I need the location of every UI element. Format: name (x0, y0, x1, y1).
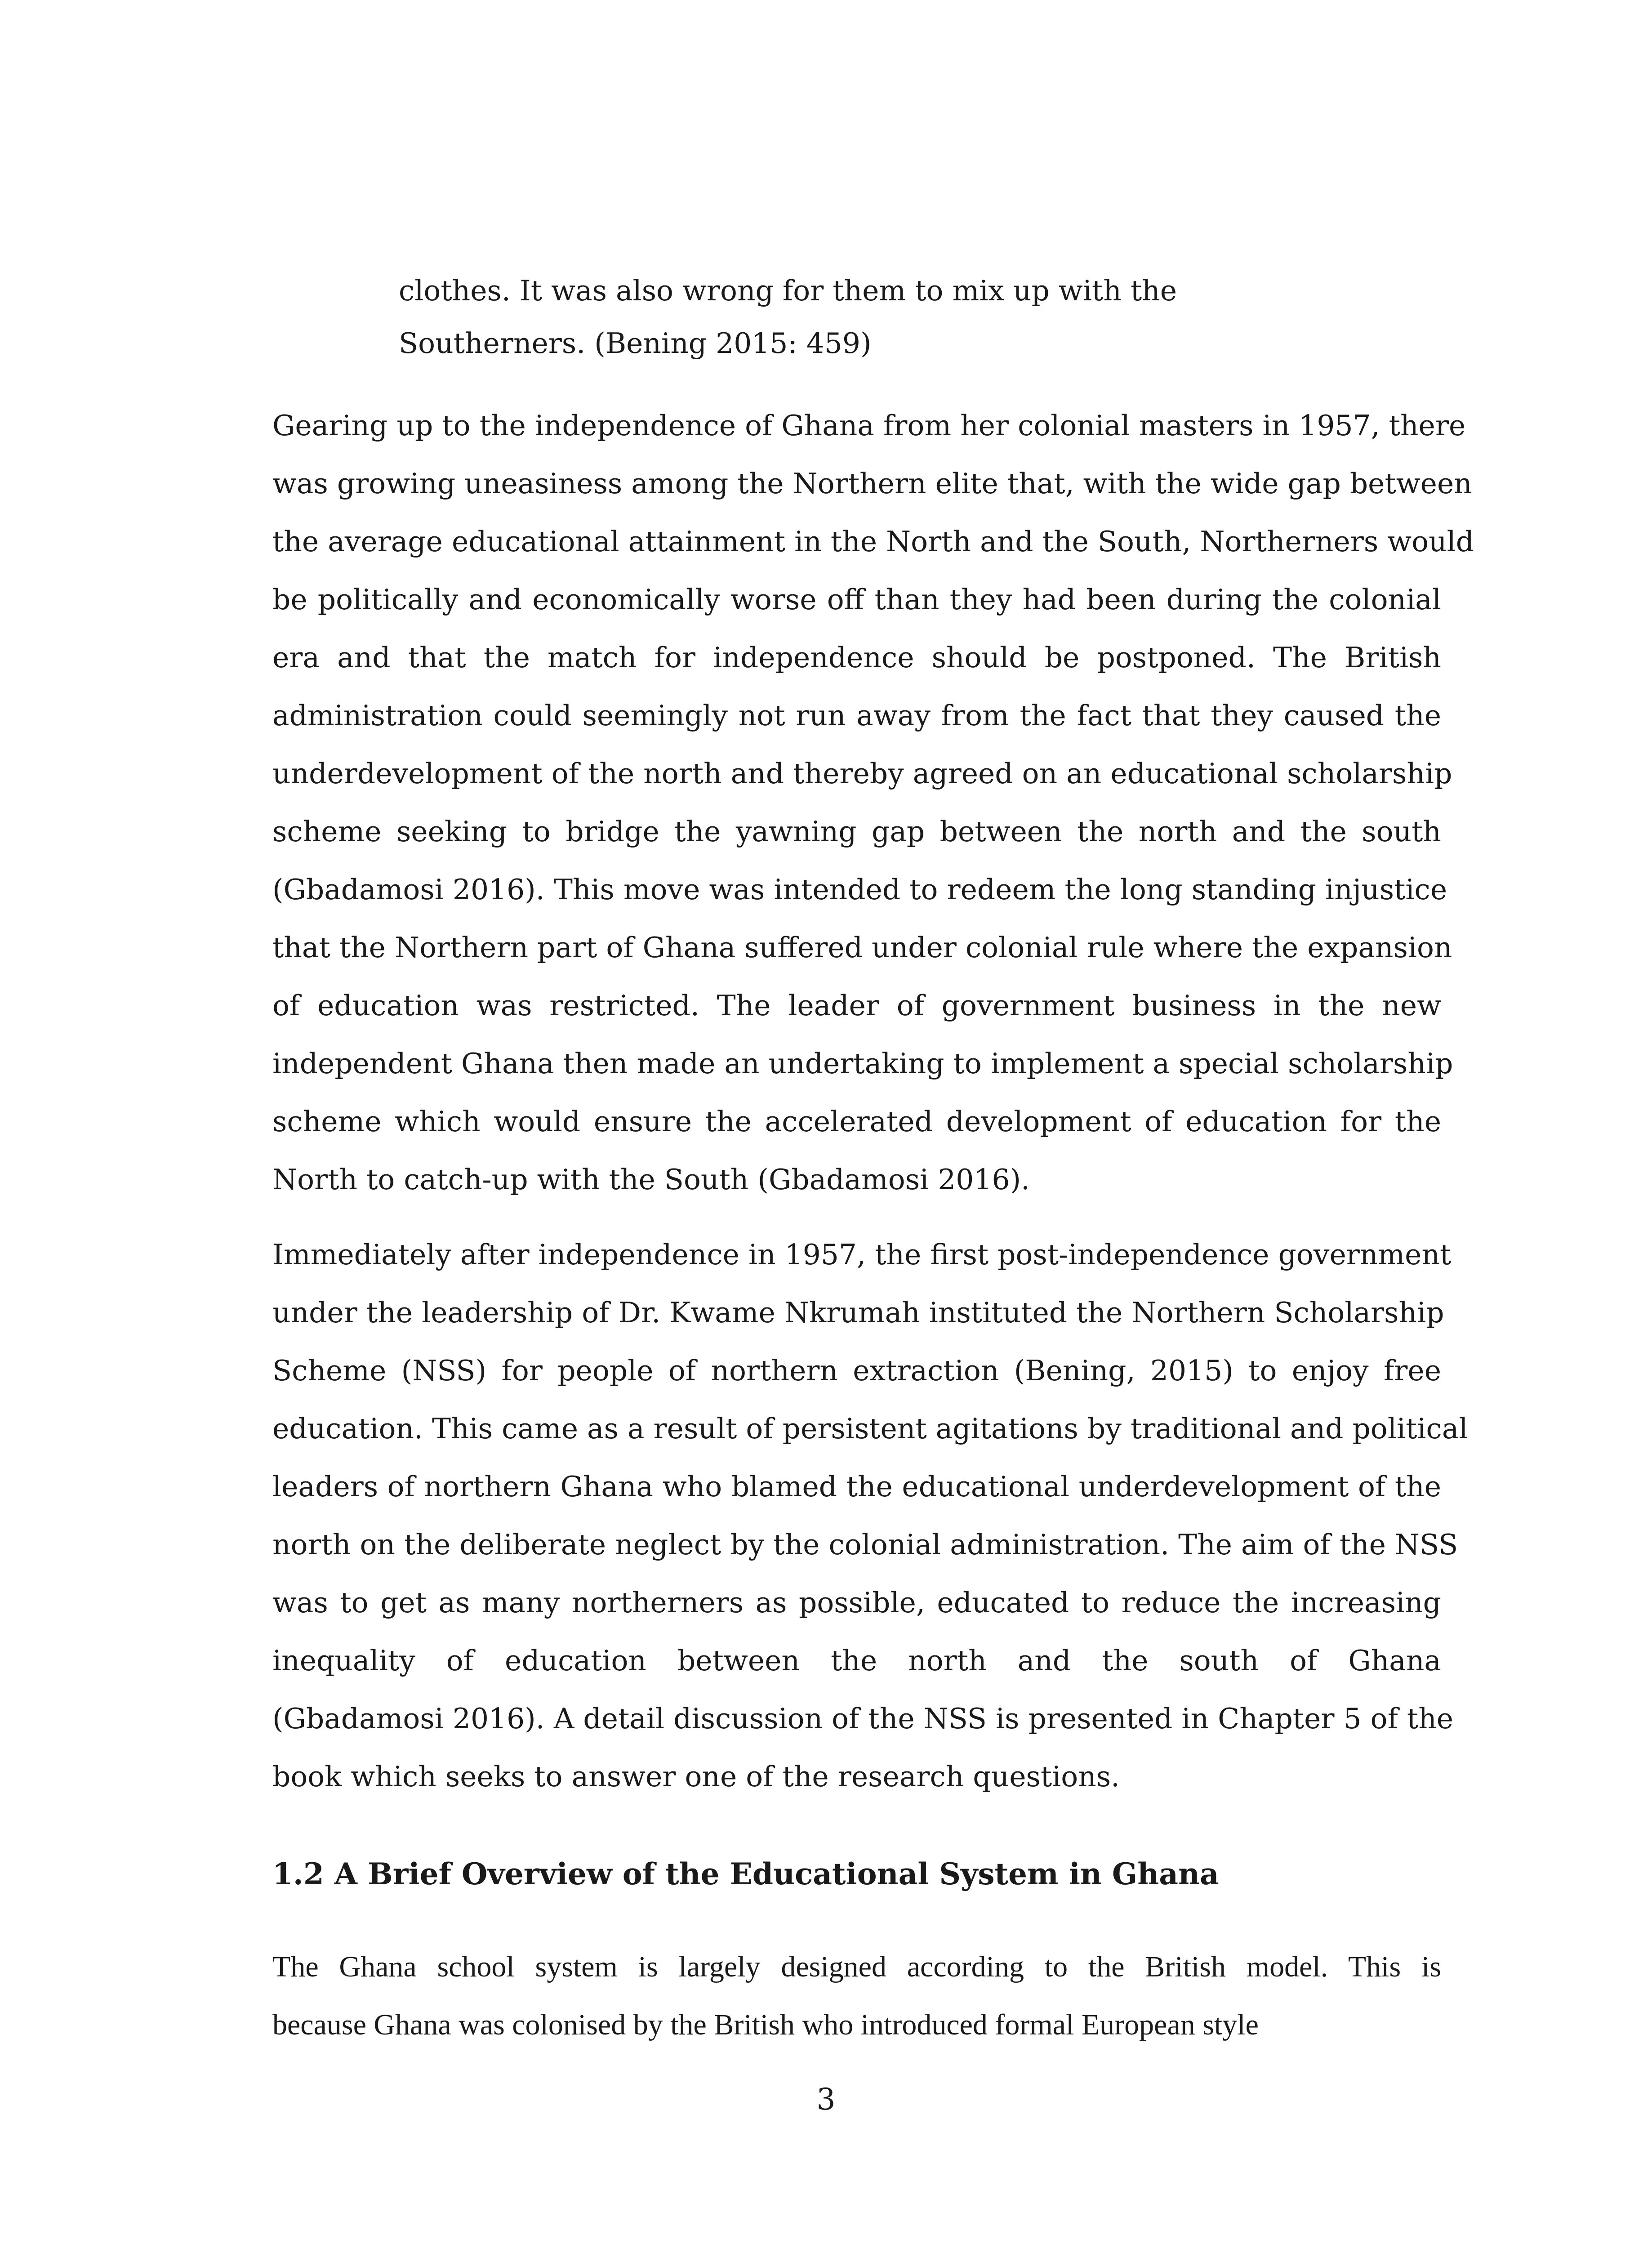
paragraph-school-system (272, 1938, 1441, 2054)
text-line: administration could seemingly not run away from the fact that they caused the (272, 699, 1441, 732)
text-line: of education was restricted. The leader of government business in the new (272, 989, 1441, 1022)
page-number: 3 (816, 2082, 836, 2117)
paragraph-independence (272, 397, 1474, 1209)
text-line: be politically and economically worse off than they had been during the colonial (272, 583, 1441, 616)
text-line: was growing uneasiness among the Northern elite that, with the wide gap between (272, 467, 1472, 500)
text-line: Scheme (NSS) for people of northern extraction (Bening, 2015) to enjoy free (272, 1354, 1441, 1387)
quote-line: Southerners. (Bening 2015: 459) (399, 327, 872, 360)
text-line: was to get as many northerners as possible, educated to reduce the increasing (272, 1586, 1441, 1619)
text-line: North to catch-up with the South (Gbadamosi 2016). (272, 1163, 1030, 1196)
text-line: north on the deliberate neglect by the colonial administration. The aim of the NSS (272, 1528, 1458, 1561)
paragraph-nss (272, 1226, 1468, 1806)
text-line: Immediately after independence in 1957, the first post-independence government (272, 1238, 1452, 1271)
text-line: that the Northern part of Ghana suffered under colonial rule where the expansion (272, 931, 1452, 964)
text-line: because Ghana was colonised by the British who introduced formal European style (272, 2008, 1259, 2041)
block-quote (399, 264, 1478, 370)
text-line: underdevelopment of the north and thereby agreed on an educational scholarship (272, 757, 1452, 790)
text-line: Gearing up to the independence of Ghana from her colonial masters in 1957, there (272, 409, 1466, 442)
text-line: inequality of education between the north and the south of Ghana (272, 1644, 1441, 1677)
text-line: book which seeks to answer one of the research questions. (272, 1760, 1120, 1793)
text-line: (Gbadamosi 2016). A detail discussion of the NSS is presented in Chapter 5 of the (272, 1702, 1454, 1735)
text-line: leaders of northern Ghana who blamed the educational underdevelopment of the (272, 1470, 1441, 1503)
text-line: the average educational attainment in the North and the South, Northerners would (272, 525, 1474, 558)
text-line: scheme which would ensure the accelerated development of education for the (272, 1105, 1441, 1138)
text-line: education. This came as a result of persistent agitations by traditional and political (272, 1412, 1468, 1445)
text-line: scheme seeking to bridge the yawning gap between the north and the south (272, 815, 1441, 848)
text-line: (Gbadamosi 2016). This move was intended to redeem the long standing injustice (272, 873, 1447, 906)
text-line: era and that the match for independence should be postponed. The British (272, 641, 1441, 674)
text-line: independent Ghana then made an undertaking to implement a special scholarship (272, 1047, 1453, 1080)
text-line: under the leadership of Dr. Kwame Nkrumah instituted the Northern Scholarship (272, 1296, 1444, 1329)
section-heading: 1.2 A Brief Overview of the Educational System in Ghana (272, 1856, 1219, 1891)
text-line: The Ghana school system is largely designed according to the British model. This is (272, 1950, 1441, 1983)
quote-line: clothes. It was also wrong for them to mix up with the (399, 274, 1177, 307)
